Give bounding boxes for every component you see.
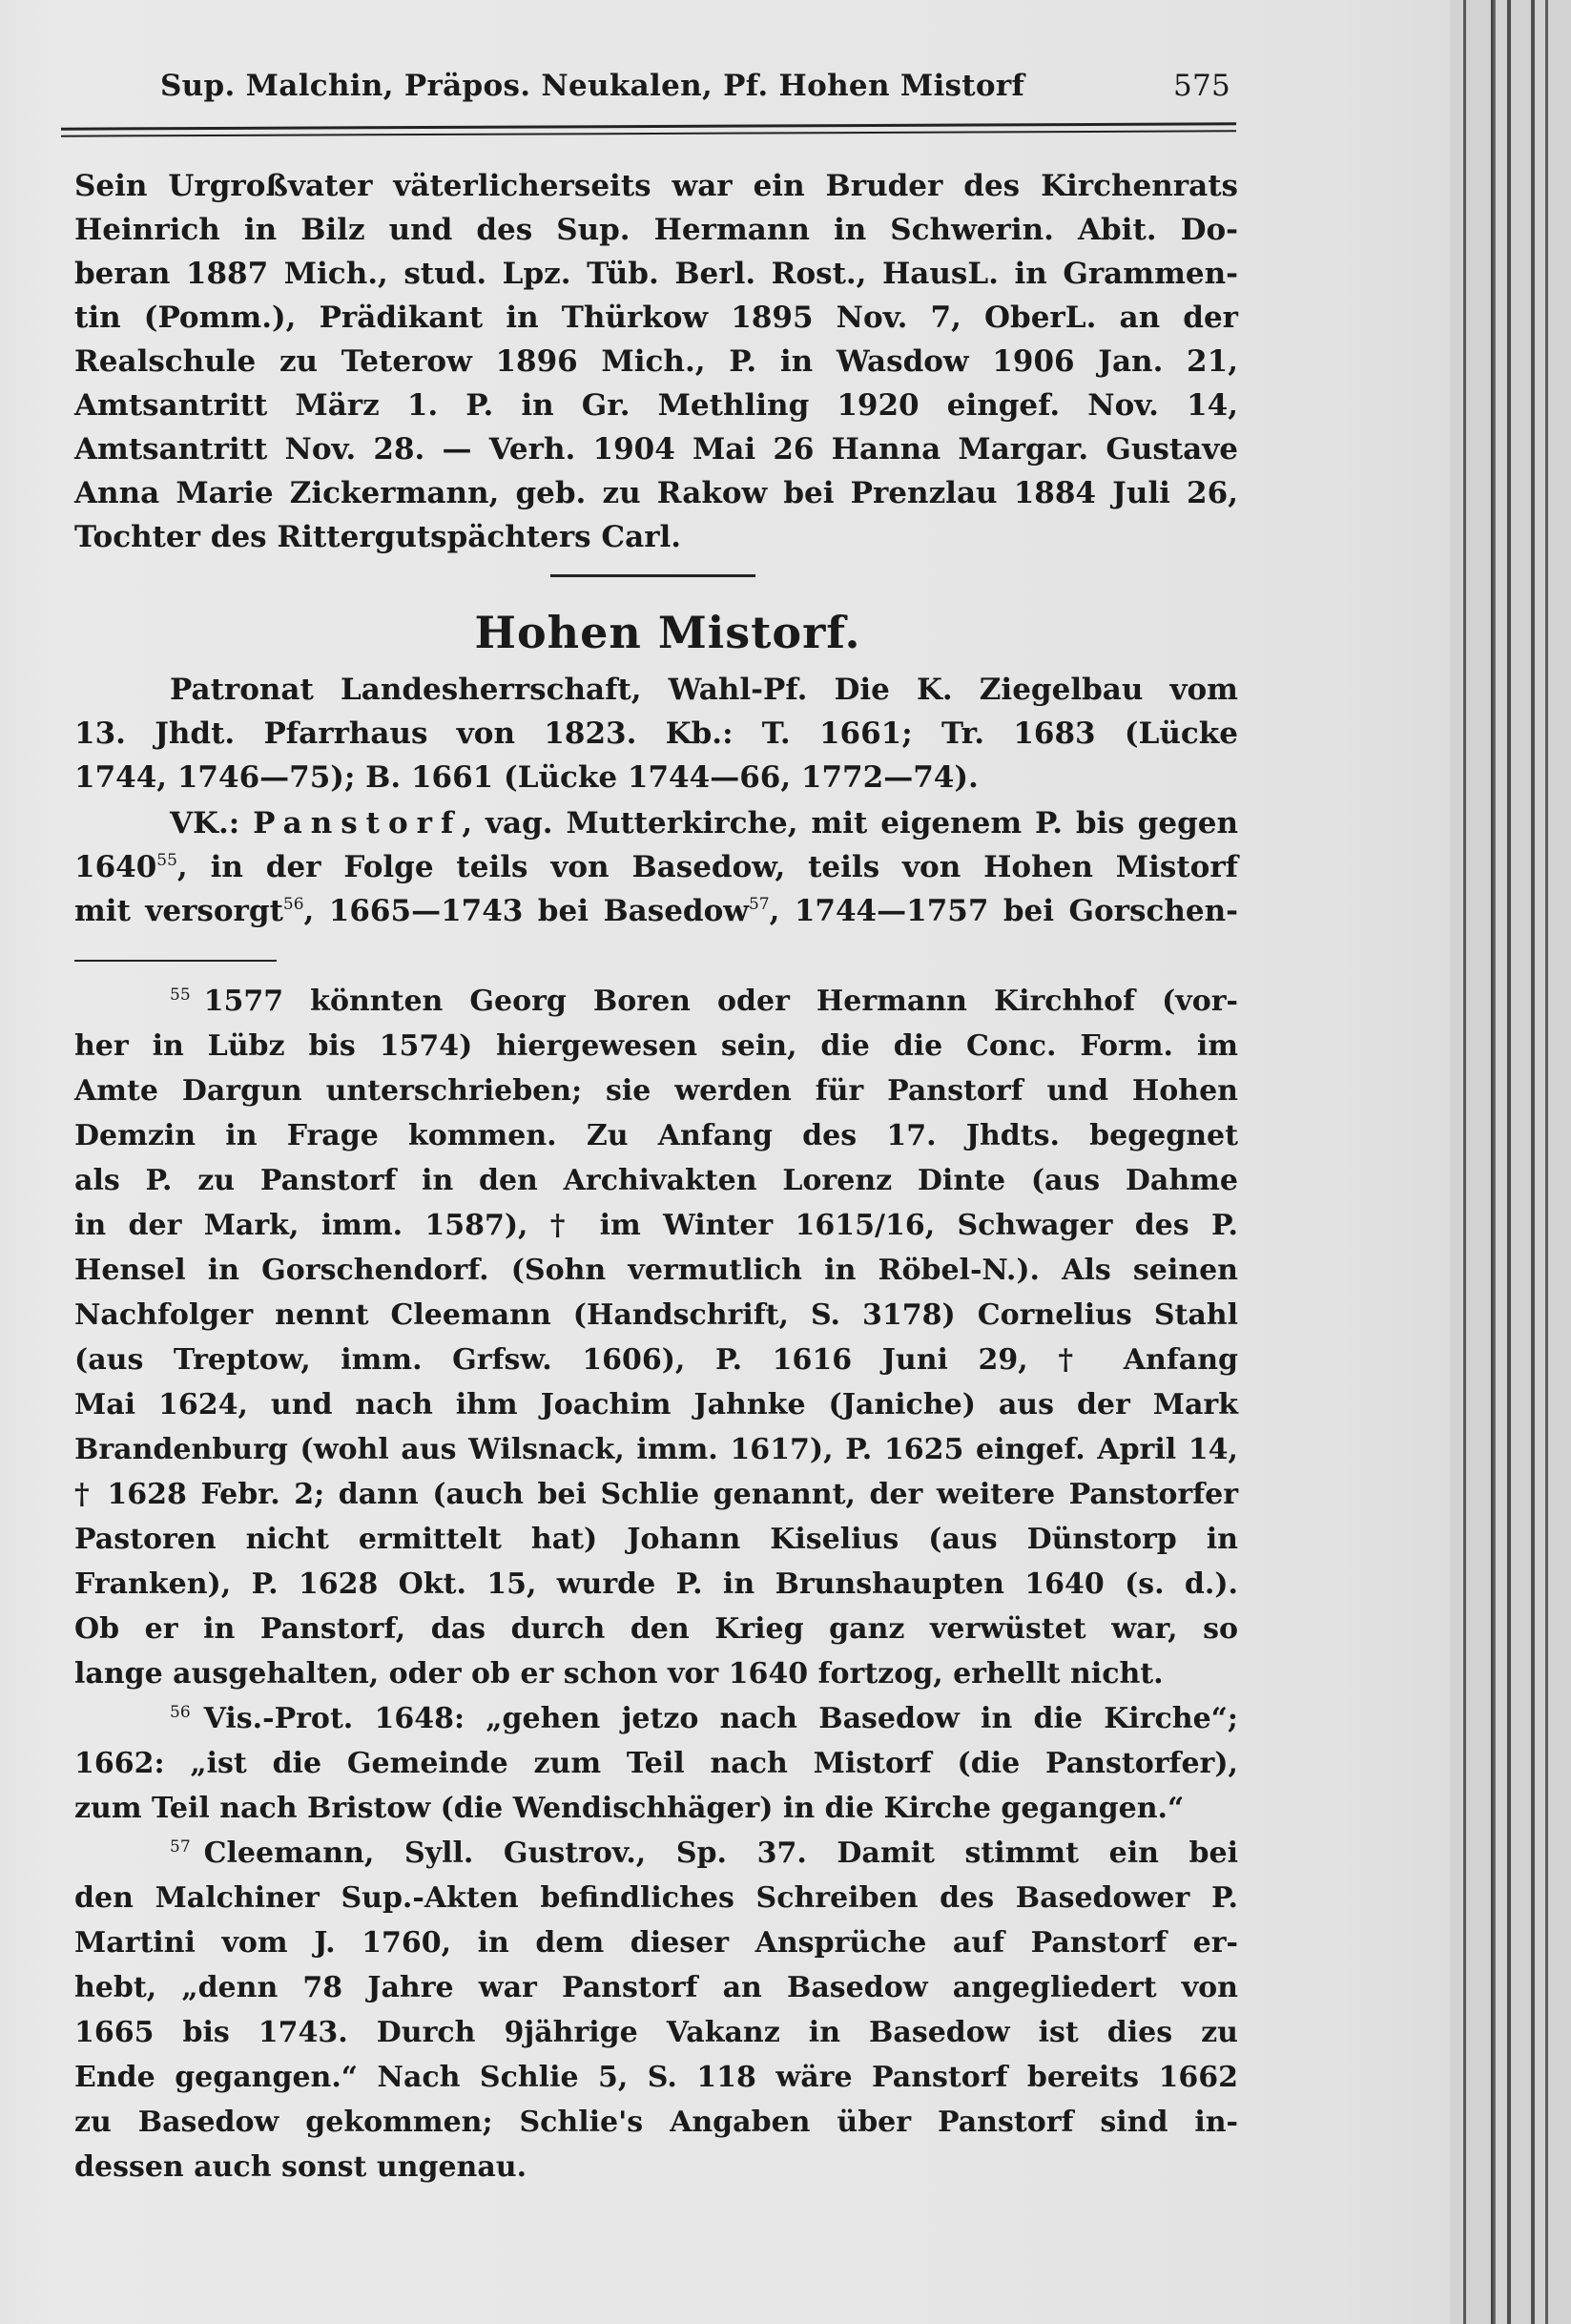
vk-line1-rest: , vag. Mutterkirche, mit eigenem P. bis gegen <box>462 806 1239 840</box>
footnote-text: 1577 könnten Georg Boren oder Hermann Kirchhof (vor- <box>203 985 1238 1018</box>
footnote-text: Cleemann, Syll. Gustrov., Sp. 37. Damit stimmt ein bei <box>203 1836 1238 1870</box>
text-line: Anna Marie Zickermann, geb. zu Rakow bei Prenzlau 1884 Juli 26, <box>74 476 1238 510</box>
edge-line <box>1531 0 1535 2324</box>
text-line <box>74 1825 1238 1876</box>
text-line <box>74 801 1238 845</box>
text-line: dessen auch sonst ungenau. <box>74 2150 527 2184</box>
text-line: Amtsantritt Nov. 28. — Verh. 1904 Mai 26 Hanna Margar. Gustave <box>74 432 1238 467</box>
text-line: 1744, 1746—75); B. 1661 (Lücke 1744—66, 1772—74). <box>74 760 979 795</box>
edge-line <box>1491 0 1496 2324</box>
footnote-separator <box>74 960 277 962</box>
text-line <box>74 1691 1238 1741</box>
text-line: Ende gegangen.“ Nach Schlie 5, S. 118 wäre Panstorf bereits 1662 <box>74 2061 1238 2094</box>
text-line: lange ausgehalten, oder ob er schon vor 1640 fortzog, erhellt nicht. <box>74 1657 1164 1691</box>
text-line: Martini vom J. 1760, in dem dieser Ansprüche auf Panstorf er- <box>74 1926 1238 1960</box>
text-line: Demzin in Frage kommen. Zu Anfang des 17. Jhdts. begegnet <box>74 1119 1238 1152</box>
text-line: Ob er in Panstorf, das durch den Krieg ganz verwüstet war, so <box>74 1612 1238 1646</box>
text-line: (aus Treptow, imm. Grfsw. 1606), P. 1616 Juni 29, † Anfang <box>74 1343 1238 1377</box>
text-line <box>74 889 1238 933</box>
section-paragraph-vk <box>74 801 1238 933</box>
section-divider <box>550 574 755 577</box>
text-line: Pastoren nicht ermittelt hat) Johann Kiselius (aus Dünstorp in <box>74 1523 1238 1556</box>
page-stack-edge <box>1450 0 1571 2324</box>
text-line: Sein Urgroßvater väterlicherseits war ein Bruder des Kirchenrats <box>74 169 1238 203</box>
vk-line2-b: , in der Folge teils von Basedow, teils von Hohen Mistorf <box>176 850 1238 884</box>
vk-prefix: VK.: <box>170 806 254 840</box>
text-line: Amte Dargun unterschrieben; sie werden für Panstorf und Hohen <box>74 1074 1238 1108</box>
header-rule-top <box>61 122 1236 130</box>
text-line <box>74 845 1238 889</box>
edge-line <box>1463 0 1466 2324</box>
text-line: Amtsantritt März 1. P. in Gr. Methling 1920 eingef. Nov. 14, <box>74 388 1238 423</box>
text-line <box>74 973 1238 1024</box>
text-line: her in Lübz bis 1574) hiergewesen sein, die die Conc. Form. im <box>74 1029 1238 1063</box>
vk-line2-a: 1640 <box>74 850 157 884</box>
text-line: tin (Pomm.), Prädikant in Thürkow 1895 Nov. 7, OberL. an der <box>74 301 1238 335</box>
footnote-number: 57 <box>170 1837 191 1857</box>
spaced-place-name: Panstorf <box>253 806 463 840</box>
edge-line <box>1507 0 1511 2324</box>
vk-line3-b: , 1665—1743 bei Basedow <box>303 894 749 928</box>
text-line: Nachfolger nennt Cleemann (Handschrift, S. 3178) Cornelius Stahl <box>74 1298 1238 1332</box>
text-line: 1665 bis 1743. Durch 9jährige Vakanz in Basedow ist dies zu <box>74 2016 1238 2049</box>
text-line: Heinrich in Bilz und des Sup. Hermann in Schwerin. Abit. Do- <box>74 213 1238 247</box>
text-line: 1662: „ist die Gemeinde zum Teil nach Mistorf (die Panstorfer), <box>74 1747 1238 1780</box>
text-line: † 1628 Febr. 2; dann (auch bei Schlie genannt, der weitere Panstorfer <box>74 1478 1238 1511</box>
text-line: Franken), P. 1628 Okt. 15, wurde P. in Brunshaupten 1640 (s. d.). <box>74 1567 1238 1601</box>
footnote-56 <box>74 1691 1238 1831</box>
text-line: in der Mark, imm. 1587), † im Winter 1615/16, Schwager des P. <box>74 1209 1238 1242</box>
footnote-number: 56 <box>170 1703 191 1722</box>
text-line: beran 1887 Mich., stud. Lpz. Tüb. Berl. Rost., HausL. in Grammen- <box>74 257 1238 291</box>
section-paragraph-patronat <box>74 668 1238 799</box>
text-line: als P. zu Panstorf in den Archivakten Lorenz Dinte (aus Dahme <box>74 1164 1238 1197</box>
text-line: den Malchiner Sup.-Akten befindliches Schreiben des Basedower P. <box>74 1881 1238 1915</box>
text-line: Patronat Landesherrschaft, Wahl-Pf. Die K. Ziegelbau vom <box>170 673 1238 707</box>
section-title: Hohen Mistorf. <box>474 607 861 658</box>
text-line: hebt, „denn 78 Jahre war Panstorf an Basedow angegliedert von <box>74 1971 1238 2004</box>
vk-line3-c: , 1744—1757 bei Gorschen- <box>769 894 1238 928</box>
text-line: Hensel in Gorschendorf. (Sohn vermutlich in Röbel-N.). Als seinen <box>74 1254 1238 1287</box>
text-line: Mai 1624, und nach ihm Joachim Jahnke (Janiche) aus der Mark <box>74 1388 1238 1421</box>
footnote-57 <box>74 1825 1238 2189</box>
footnote-text: Vis.-Prot. 1648: „gehen jetzo nach Basedow in die Kirche“; <box>203 1702 1238 1735</box>
text-line: 13. Jhdt. Pfarrhaus von 1823. Kb.: T. 1661; Tr. 1683 (Lücke <box>74 716 1238 751</box>
footnote-ref-55[interactable]: 55 <box>156 851 177 870</box>
text-line: Tochter des Rittergutspächters Carl. <box>74 520 682 554</box>
footnote-ref-57[interactable]: 57 <box>748 895 770 914</box>
intro-paragraph <box>74 164 1238 559</box>
text-line: Realschule zu Teterow 1896 Mich., P. in Wasdow 1906 Jan. 21, <box>74 344 1238 379</box>
footnote-55 <box>74 973 1238 1696</box>
running-head-title: Sup. Malchin, Präpos. Neukalen, Pf. Hohen Mistorf <box>160 69 1025 103</box>
page-number: 575 <box>1173 69 1231 103</box>
text-line: Brandenburg (wohl aus Wilsnack, imm. 1617), P. 1625 eingef. April 14, <box>74 1433 1238 1466</box>
footnote-number: 55 <box>170 986 191 1005</box>
vk-line3-a: mit versorgt <box>74 894 283 928</box>
header-rule-bottom <box>61 130 1236 136</box>
edge-line <box>1545 0 1548 2324</box>
text-line: zu Basedow gekommen; Schlie's Angaben über Panstorf sind in- <box>74 2106 1238 2139</box>
footnote-ref-56[interactable]: 56 <box>282 895 304 914</box>
text-line: zum Teil nach Bristow (die Wendischhäger) in die Kirche gegangen.“ <box>74 1792 1185 1825</box>
